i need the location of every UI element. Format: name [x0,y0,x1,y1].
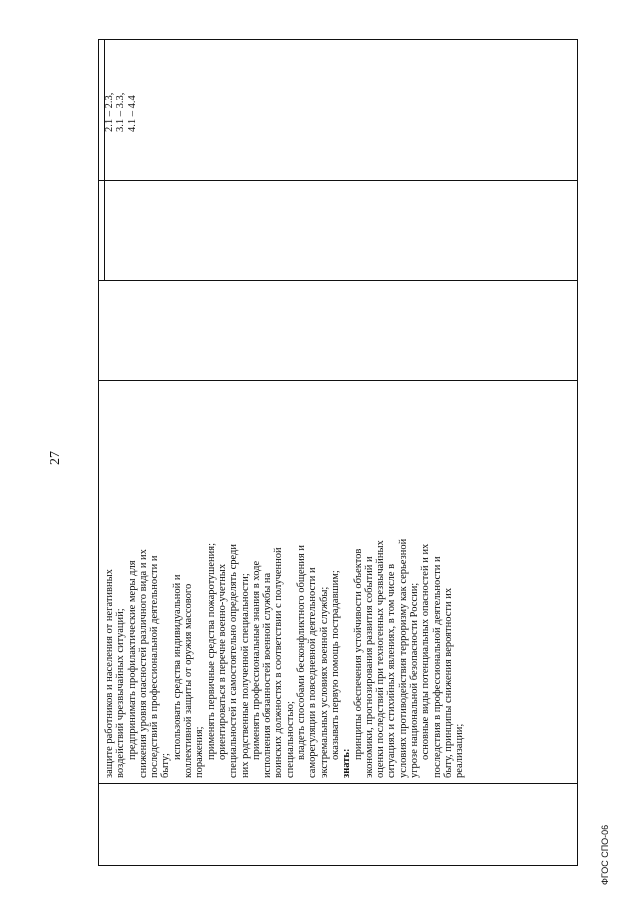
text-line: угрозе национальной безопасности России; [409,582,421,778]
text-line: воинских должностях в соответствии с полученной [273,547,285,778]
text-line: использовать средства индивидуальной и [171,574,183,760]
text-line: реализации; [454,723,466,778]
page-number: 27 [48,451,63,465]
text-line: оценки последствий при техногенных чрезвычайных [375,540,387,778]
column-divider [99,783,577,784]
text-line: коллективной защиты от оружия массового [183,583,195,778]
column-divider [99,280,577,281]
text-line: применять профессиональные знания в ходе [250,560,262,760]
text-line: экстремальных условиях военной службы; [318,586,330,778]
text-line: специальностей и самостоятельно определять среди [228,544,240,778]
text-line: саморегуляции в повседневной деятельности и [307,567,319,778]
text-line: владеть способами бесконфликтного общения и [296,545,308,760]
text-line: исполнения обязанностей военной службы на [262,572,274,778]
competency-text [104,384,466,778]
text-line: последствий в профессиональной деятельности и [149,555,161,778]
footer-label: ФГОС СПО-06 [600,824,610,885]
text-line: оказывать первую помощь пострадавшим; [329,570,341,760]
row-divider [104,40,105,281]
code-line: 2.1 – 2.3, [104,92,115,132]
text-line: ориентироваться в перечне военно-учетных [216,563,228,760]
text-line: них родственные полученной специальности; [239,573,251,778]
text-line: основные виды потенциальных опасностей и их [420,543,432,760]
text-line: предпринимать профилактические меры для [126,560,138,760]
text-line: условиях противодействия терроризму как серьезной [397,538,409,778]
text-line: специальностью; [284,701,296,778]
competency-codes [104,93,138,132]
text-line: быту; [160,753,172,778]
text-line: принципы обеспечения устойчивости объектов [352,548,364,760]
text-line: экономики, прогнозирования развития событий и [363,556,375,778]
code-line: 3.1 – 3.3, [115,92,127,132]
column-divider [99,380,577,381]
text-line: поражения; [194,726,206,778]
text-line: последствия в профессиональной деятельности и [431,556,443,778]
text-line: применять первичные средства пожаротушения; [205,542,217,760]
text-line: воздействий чрезвычайных ситуаций; [115,608,127,778]
text-line: быту, принципы снижения вероятности их [442,587,454,778]
text-line: защите работников и населения от негативных [104,569,115,778]
column-divider [99,180,577,181]
text-line: снижения уровня опасностей различного вида и их [137,549,149,778]
text-line: ситуациях и стихийных явлениях, в том числе в [386,563,398,778]
text-line: знать: [341,748,353,778]
code-line: 4.1 – 4.4 [126,95,138,132]
